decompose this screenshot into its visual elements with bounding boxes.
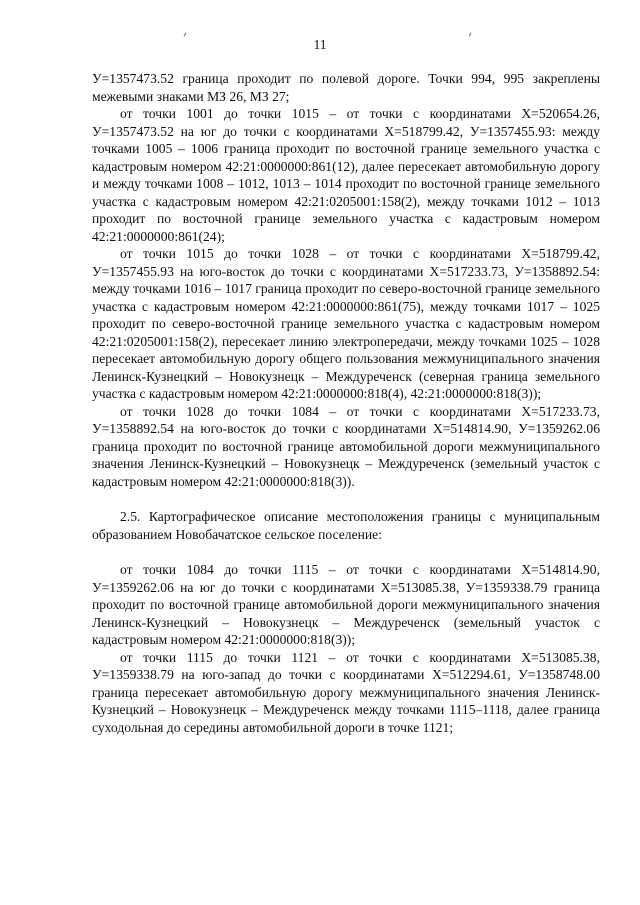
paragraph-segment-1001-1015: от точки 1001 до точки 1015 – от точки с координатами Х=520654.26, У=1357473.52 на юг до точки с координатами Х=518799.42, У=1357455.93: между точками 1005 – 1006 граница проходит по восточной границе земельного участка с кадастровым номером 42:21:0000000:861(12), далее пересекает автомобильную дорогу и между точками 1008 – 1012, 1013 – 1014 проходит по восточной границе земельного участка с кадастровым номером 42:21:0205001:158(2), между точками 1012 – 1013 проходит по восточной границе земельного участка с кадастровым номером 42:21:0000000:861(24); bbox=[92, 106, 600, 244]
spacer bbox=[92, 543, 600, 561]
section-heading-2-5: 2.5. Картографическое описание местоположения границы с муниципальным образованием Новобачатское сельское поселение: bbox=[92, 509, 600, 542]
page-number: 11 bbox=[313, 37, 327, 52]
document-body bbox=[92, 70, 600, 736]
paragraph-segment-1115-1121: от точки 1115 до точки 1121 – от точки с координатами Х=513085.38, У=1359338.79 на юго-запад до точки с координатами Х=512294.61, У=1358748.00 граница пересекает автомобильную дорогу межмуниципального значения Ленинск-Кузнецкий – Новокузнецк – Междуреченск между точками 1115–1118, далее граница суходольная до середины автомобильной дороги в точке 1121; bbox=[92, 649, 600, 735]
spacer bbox=[92, 490, 600, 508]
paragraph-segment-1084-1115: от точки 1084 до точки 1115 – от точки с координатами Х=514814.90, У=1359262.06 на юг до точки с координатами Х=513085.38, У=1359338.79 граница проходит по восточной границе автомобильной дороги межмуниципального значения Ленинск-Кузнецкий – Новокузнецк – Междуреченск (земельный участок с кадастровым номером 42:21:0000000:818(3)); bbox=[92, 562, 600, 647]
paragraph-segment-1015-1028: от точки 1015 до точки 1028 – от точки с координатами Х=518799.42, У=1357455.93 на юго-восток до точки с координатами Х=517233.73, У=1358892.54: между точками 1016 – 1017 граница проходит по северо-восточной границе земельного участка с кадастровым номером 42:21:0000000:861(75), между точками 1017 – 1025 проходит по северо-восточной границе земельного участка с кадастровым номером 42:21:0205001:158(2), пересекает линию электропередачи, между точками 1025 – 1028 пересекает автомобильную дорогу общего пользования межмуниципального значения Ленинск-Кузнецкий – Новокузнецк – Междуреченск (северная граница земельного участка с кадастровым номером 42:21:0000000:818(4), 42:21:0000000:818(3)); bbox=[92, 246, 600, 401]
paragraph-continuation: У=1357473.52 граница проходит по полевой дороге. Точки 994, 995 закреплены межевыми знаками МЗ 26, МЗ 27; bbox=[92, 71, 600, 104]
paragraph-segment-1028-1084: от точки 1028 до точки 1084 – от точки с координатами Х=517233.73, У=1358892.54 на юго-восток до точки с координатами Х=514814.90, У=1359262.06 граница проходит по восточной границе автомобильной дороги межмуниципального значения Ленинск-Кузнецкий – Новокузнецк – Междуреченск (земельный участок с кадастровым номером 42:21:0000000:818(3)). bbox=[92, 403, 600, 489]
